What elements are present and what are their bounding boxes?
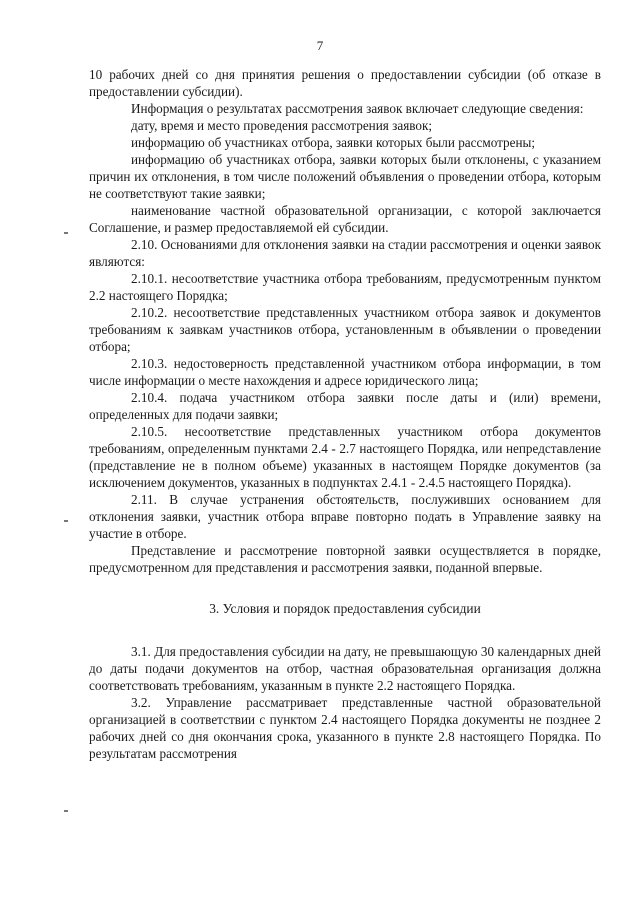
paragraph: дату, время и место проведения рассмотрения заявок; [131, 118, 433, 133]
paragraph: 2.10.2. несоответствие представленных участником отбора заявок и документов требованиям к заявкам участников отбора, установленным в объявлении о проведении отбора; [89, 305, 601, 354]
paragraph: Информация о результатах рассмотрения заявок включает следующие сведения: [131, 101, 584, 116]
section-heading: 3. Условия и порядок предоставления субсидии [209, 601, 481, 616]
paragraph: 3.2. Управление рассматривает представленные частной образовательной организацией в соответствии с пунктом 2.4 настоящего Порядка документы не позднее 2 рабочих дней со дня окончания срока, указанного в пункте 2.8 настоящего Порядка. По результатам рассмотрения [89, 695, 601, 761]
paragraph: 2.10. Основаниями для отклонения заявки на стадии рассмотрения и оценки заявок являются: [89, 237, 601, 269]
paragraph: 3.1. Для предоставления субсидии на дату, не превышающую 30 календарных дней до даты подачи документов на отбор, частная образовательная организация должна соответствовать требованиям, указанным в пункте 2.2 настоящего Порядка. [89, 644, 601, 693]
paragraph: 2.11. В случае устранения обстоятельств, послуживших основанием для отклонения заявки, участник отбора вправе повторно подать в Управление заявку на участие в отборе. [89, 492, 601, 541]
paragraph: 2.10.4. подача участником отбора заявки после даты и (или) времени, определенных для подачи заявки; [89, 390, 601, 422]
paragraph: Представление и рассмотрение повторной заявки осуществляется в порядке, предусмотренном для представления и рассмотрения заявки, поданной впервые. [89, 543, 601, 575]
paragraph: наименование частной образовательной организации, с которой заключается Соглашение, и размер предоставляемой ей субсидии. [89, 203, 601, 235]
scan-mark [64, 810, 68, 812]
scan-mark [64, 520, 68, 522]
paragraph: информацию об участниках отбора, заявки которых были рассмотрены; [131, 135, 536, 150]
scan-mark [64, 232, 68, 234]
paragraph: 2.10.1. несоответствие участника отбора требованиям, предусмотренным пунктом 2.2 настоящего Порядка; [89, 271, 601, 303]
page-number: 7 [316, 38, 324, 53]
paragraph: 2.10.5. несоответствие представленных участником отбора документов требованиям, определенным пунктами 2.4 - 2.7 настоящего Порядка, или непредставление (представление не в полном объеме) указанных в настоящем Порядке документов (за исключением документов, указанных в подпунктах 2.4.1 - 2.4.5 настоящего Порядка). [89, 424, 601, 490]
document-body [89, 66, 601, 762]
paragraph: 10 рабочих дней со дня принятия решения о предоставлении субсидии (об отказе в предоставлении субсидии). [89, 67, 601, 99]
paragraph: 2.10.3. недостоверность представленной участником отбора информации, в том числе информации о месте нахождения и адресе юридического лица; [89, 356, 601, 388]
paragraph: информацию об участниках отбора, заявки которых были отклонены, с указанием причин их отклонения, в том числе положений объявления о проведении отбора, которым не соответствуют такие заявки; [89, 152, 601, 201]
